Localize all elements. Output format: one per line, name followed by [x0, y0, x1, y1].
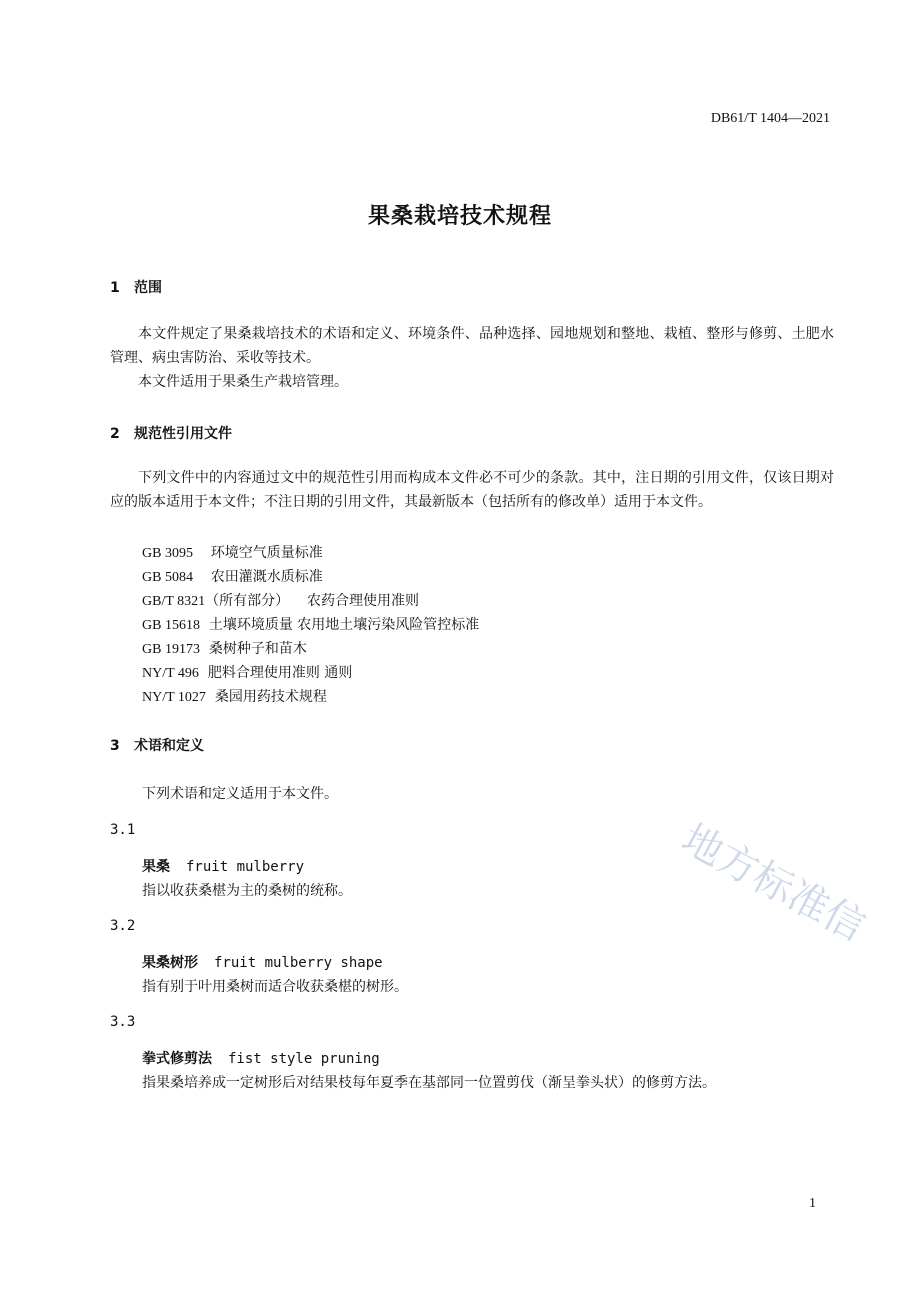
reference-item — [142, 662, 352, 682]
reference-code: GB 19173 — [142, 642, 200, 657]
term-en: fruit mulberry — [186, 859, 305, 875]
reference-title: 环境空气质量标准 — [210, 545, 323, 561]
watermark: 地方标准信 — [674, 815, 873, 951]
reference-code: GB 5084 — [142, 570, 193, 585]
reference-title: 桑园用药技术规程 — [214, 689, 327, 705]
section-number: 3 — [110, 738, 120, 754]
reference-item — [142, 590, 419, 610]
reference-title: 农药合理使用准则 — [306, 593, 419, 609]
paragraph-normative: 下列文件中的内容通过文中的规范性引用而构成本文件必不可少的条款。其中，注日期的引用文件，仅该日期对应的版本适用于本文件；不注日期的引用文件，其最新版本（包括所有的修改单）适用于本文件。 — [110, 470, 834, 510]
section-heading-normative — [110, 423, 232, 443]
term-number: 3.2 — [110, 918, 136, 934]
term-entry — [142, 952, 383, 972]
section-number: 2 — [110, 426, 120, 442]
section-title: 术语和定义 — [134, 738, 204, 754]
section-heading-terms — [110, 735, 204, 755]
term-en: fruit mulberry shape — [214, 955, 383, 971]
section-number: 1 — [110, 280, 120, 296]
reference-item — [142, 542, 323, 562]
reference-item — [142, 566, 323, 586]
reference-title: 农田灌溉水质标准 — [210, 569, 323, 585]
term-number: 3.3 — [110, 1014, 136, 1030]
reference-title: 土壤环境质量 农用地土壤污染风险管控标准 — [208, 617, 480, 633]
term-en: fist style pruning — [228, 1051, 380, 1067]
document-title: 果桑栽培技术规程 — [367, 204, 552, 229]
term-zh: 果桑 — [142, 859, 170, 875]
page-number: 1 — [809, 1196, 816, 1211]
term-definition: 指以收获桑椹为主的桑树的统称。 — [142, 883, 352, 899]
term-entry — [142, 856, 304, 876]
standard-code: DB61/T 1404—2021 — [710, 111, 830, 126]
reference-item — [142, 614, 479, 634]
term-definition: 指果桑培养成一定树形后对结果枝每年夏季在基部同一位置剪伐（渐呈拳头状）的修剪方法。 — [142, 1075, 716, 1091]
paragraph-scope-2: 本文件适用于果桑生产栽培管理。 — [138, 374, 348, 390]
term-zh: 拳式修剪法 — [142, 1051, 212, 1067]
terms-intro: 下列术语和定义适用于本文件。 — [142, 786, 338, 802]
term-number: 3.1 — [110, 822, 136, 838]
reference-item — [142, 686, 327, 706]
section-title: 范围 — [134, 280, 162, 296]
paragraph-scope-1: 本文件规定了果桑栽培技术的术语和定义、环境条件、品种选择、园地规划和整地、栽植、整形与修剪、土肥水管理、病虫害防治、采收等技术。 — [110, 326, 834, 366]
term-definition: 指有别于叶用桑树而适合收获桑椹的树形。 — [142, 979, 408, 995]
reference-code: NY/T 1027 — [142, 690, 206, 705]
term-zh: 果桑树形 — [142, 955, 198, 971]
reference-code: GB/T 8321（所有部分） — [142, 594, 290, 609]
reference-code: GB 3095 — [142, 546, 193, 561]
reference-title: 桑树种子和苗木 — [208, 641, 307, 657]
reference-code: GB 15618 — [142, 618, 200, 633]
reference-code: NY/T 496 — [142, 666, 199, 681]
section-title: 规范性引用文件 — [134, 426, 232, 442]
term-entry — [142, 1048, 380, 1068]
reference-title: 肥料合理使用准则 通则 — [207, 665, 353, 681]
section-heading-scope — [110, 277, 162, 297]
reference-item — [142, 638, 307, 658]
